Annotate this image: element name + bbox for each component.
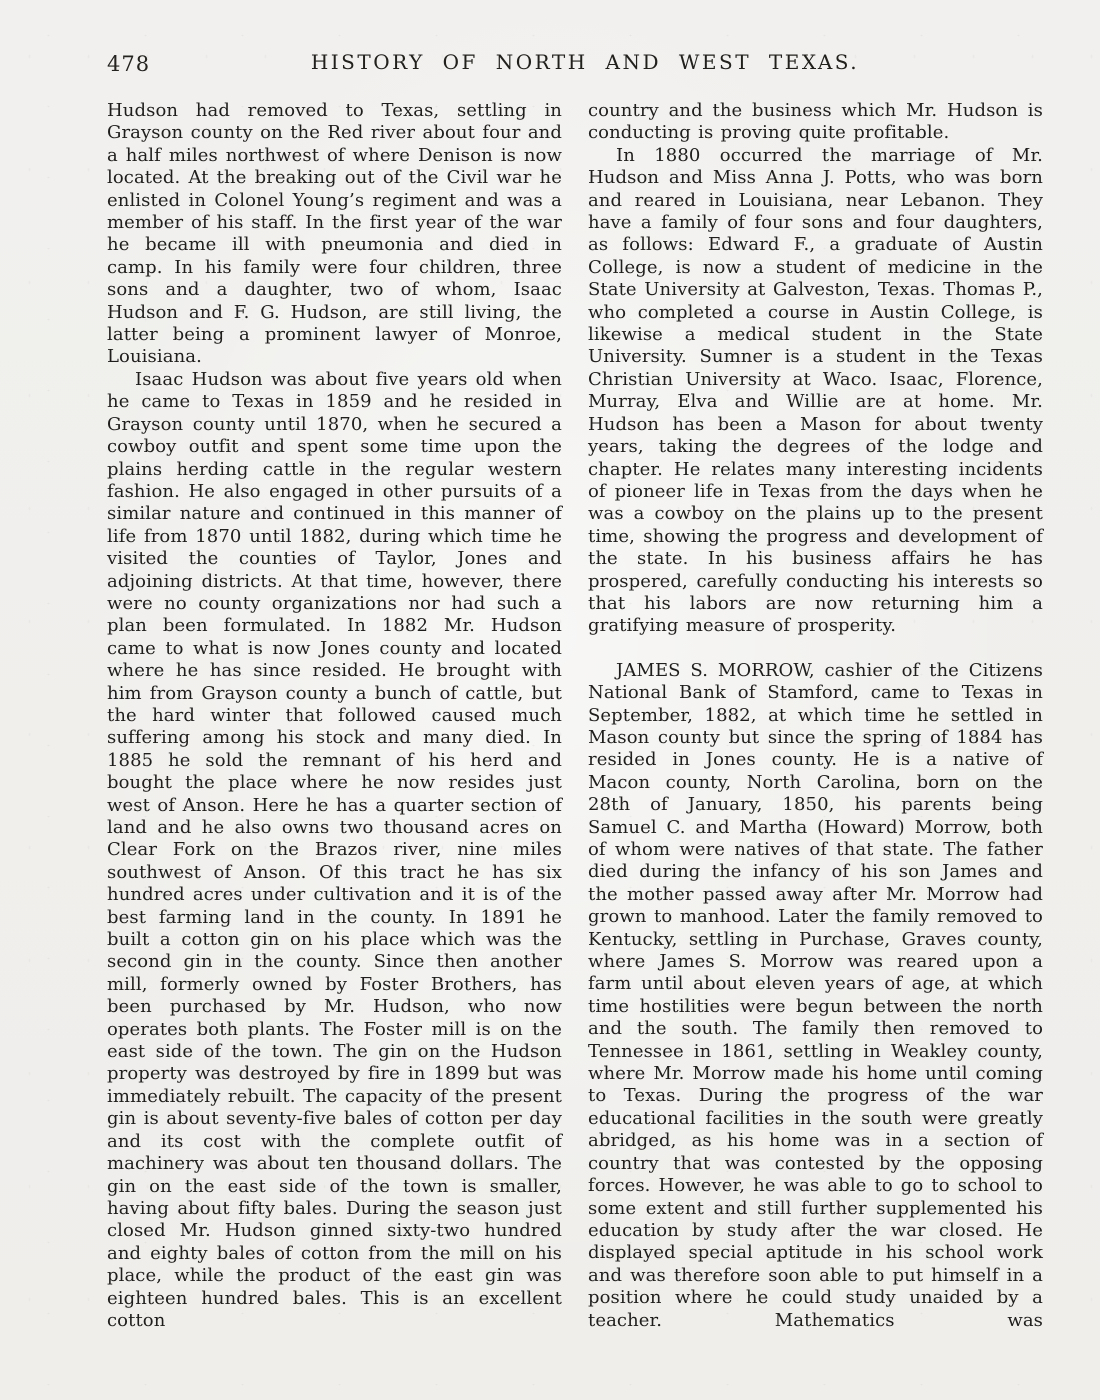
paragraph-hudson-marriage-family: In 1880 occurred the marriage of Mr. Hudson and Miss Anna J. Potts, who was born and reared in Louisiana, near Lebanon. They have a family of four sons and four daughters, as follows: Edward F., a graduate of Austin College, is now a student of medicine in the State University at Galveston, Texas. Thomas P., who completed a course in Austin College, is likewise a medical student in the State University. Sumner is a student in the Texas Christian University at Waco. Isaac, Florence, Murray, Elva and Willie are at home. Mr. Hudson has been a Mason for about twenty years, taking the degrees of the lodge and chapter. He relates many interesting incidents of pioneer life in Texas from the days when he was a cowboy on the plains up to the present time, showing the progress and development of the state. In his business affairs he has prospered, carefully conducting his interests so that his labors are now returning him a gratifying measure of prosperity. <box>588 144 1043 637</box>
paragraph-isaac-hudson-biography: Isaac Hudson was about five years old when he came to Texas in 1859 and he resided in Grayson county until 1870, when he secured a cowboy outfit and spent some time upon the plains herding cattle in the regular western fashion. He also engaged in other pursuits of a similar nature and continued in this manner of life from 1870 until 1882, during which time he visited the counties of Taylor, Jones and adjoining districts. At that time, however, there were no county organizations nor had such a plan been formulated. In 1882 Mr. Hudson came to what is now Jones county and located where he has since resided. He brought with him from Grayson county a bunch of cattle, but the hard winter that followed caused much suffering among his stock and many died. In 1885 he sold the remnant of his herd and bought the place where he now resides just west of Anson. Here he has a quarter section of land and he also owns two thousand acres on Clear Fork on the Brazos river, nine miles southwest of Anson. Of this tract he has six hundred acres under cultivation and it is of the best farming land in the county. In 1891 he built a cotton gin on his place which was the second gin in the county. Since then another mill, formerly owned by Foster Brothers, has been purchased by Mr. Hudson, who now operates both plants. The Foster mill is on the east side of the town. The gin on the Hudson property was destroyed by fire in 1899 but was immediately rebuilt. The capacity of the present gin is about seventy-five bales of cotton per day and its cost with the complete outfit of machinery was about ten thousand dollars. The gin on the east side of the town is smaller, having about fifty bales. During the season just closed Mr. Hudson ginned sixty-two hundred and eighty bales of cotton from the mill on his place, while the product of the east gin was eighteen hundred bales. This is an excellent cotton <box>107 368 562 1331</box>
paragraph-hudson-business-continued: country and the business which Mr. Hudson is conducting is proving quite profitable. <box>588 100 1043 144</box>
paragraph-hudson-family-continued: Hudson had removed to Texas, settling in Grayson county on the Red river about four and a half miles northwest of where Denison is now located. At the breaking out of the Civil war he enlisted in Colonel Young’s regiment and was a member of his staff. In the first year of the war he became ill with pneumonia and died in camp. In his family were four children, three sons and a daughter, two of whom, Isaac Hudson and F. G. Hudson, are still living, the latter being a prominent lawyer of Monroe, Louisiana. <box>107 100 562 368</box>
text-columns <box>107 100 1043 1332</box>
right-column <box>588 100 1043 1332</box>
page-number: 478 <box>107 52 151 76</box>
paragraph-james-s-morrow-biography: JAMES S. MORROW, cashier of the Citizens National Bank of Stamford, came to Texas in September, 1882, at which time he settled in Mason county but since the spring of 1884 has resided in Jones county. He is a native of Macon county, North Carolina, born on the 28th of January, 1850, his parents being Samuel C. and Martha (Howard) Morrow, both of whom were natives of that state. The father died during the infancy of his son James and the mother passed away after Mr. Morrow had grown to manhood. Later the family removed to Kentucky, settling in Purchase, Graves county, where James S. Morrow was reared upon a farm until about eleven years of age, at which time hostilities were begun between the north and the south. The family then removed to Tennessee in 1861, settling in Weakley county, where Mr. Morrow made his home until coming to Texas. During the progress of the war educational facilities in the south were greatly abridged, as his home was in a section of country that was contested by the opposing forces. However, he was able to go to school to some extent and still further supplemented his education by study after the war closed. He displayed special aptitude in his school work and was therefore soon able to put himself in a position where he could study unaided by a teacher. Mathematics was <box>588 659 1043 1331</box>
left-column <box>107 100 562 1332</box>
running-header-title: HISTORY OF NORTH AND WEST TEXAS. <box>310 50 860 74</box>
running-header <box>0 50 1100 84</box>
